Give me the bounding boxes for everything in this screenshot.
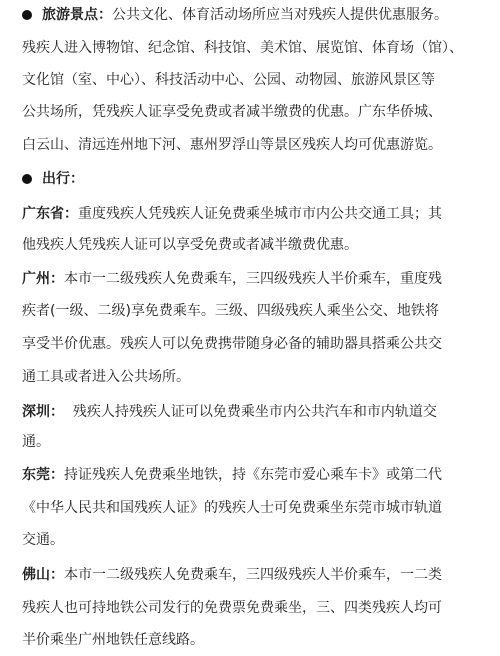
dongguan-text: 持证残疾人免费乘坐地铁，持《东莞市爱心乘车卡》或第二代 xyxy=(64,467,442,483)
guangdong-line-1 xyxy=(22,203,490,225)
guangdong-label: 广东省： xyxy=(22,206,78,222)
tourism-line-4: 公共场所，凭残疾人证享受免费或者减半缴费的优惠。广东华侨城、 xyxy=(22,104,442,120)
dongguan-line-1 xyxy=(22,464,490,486)
dongguan-line-3: 交通。 xyxy=(22,532,64,548)
travel-heading-line xyxy=(22,168,490,190)
foshan-text: 本市一二级残疾人免费乘车，三四级残疾人半价乘车，一二类 xyxy=(64,567,442,583)
guangdong-text: 重度残疾人凭残疾人证免费乘坐城市市内公共交通工具；其 xyxy=(78,206,442,222)
bullet-icon xyxy=(22,174,32,184)
foshan-label: 佛山： xyxy=(22,567,64,583)
tourism-line-1 xyxy=(22,4,490,26)
shenzhen-label: 深圳： xyxy=(22,404,64,420)
tourism-line-2: 残疾人进入博物馆、纪念馆、科技馆、美术馆、展览馆、体育场（馆）、 xyxy=(22,40,463,56)
dongguan-label: 东莞： xyxy=(22,467,64,483)
bullet-icon xyxy=(22,10,32,20)
tourism-line-3: 文化馆（室、中心）、科技活动中心、公园、动物园、旅游风景区等 xyxy=(22,72,435,88)
shenzhen-text: 残疾人持残疾人证可以免费乘坐市内公共汽车和市内轨道交 xyxy=(64,404,437,420)
guangzhou-label: 广州： xyxy=(22,271,64,287)
guangzhou-line-3: 享受半价优惠。残疾人可以免费携带随身必备的辅助器具搭乘公共交 xyxy=(22,336,442,352)
tourism-text: 公共文化、体育活动场所应当对残疾人提供优惠服务。 xyxy=(112,7,448,23)
guangzhou-line-2: 疾者(一级、二级)享免费乘车。三级、四级残疾人乘坐公交、地铁将 xyxy=(22,303,439,319)
guangzhou-text: 本市一二级残疾人免费乘车，三四级残疾人半价乘车，重度残 xyxy=(64,271,442,287)
foshan-line-3: 半价乘坐广州地铁任意线路。 xyxy=(22,632,204,648)
dongguan-line-2: 《中华人民共和国残疾人证》的残疾人士可免费乘坐东莞市城市轨道 xyxy=(22,500,442,516)
guangzhou-line-4: 通工具或者进入公共场所。 xyxy=(22,369,190,385)
travel-heading: 出行： xyxy=(42,171,84,187)
foshan-line-2: 残疾人也可持地铁公司发行的免费票免费乘坐，三、四类残疾人均可 xyxy=(22,600,442,616)
foshan-line-1 xyxy=(22,564,490,586)
tourism-line-5: 白云山、清远连州地下河、惠州罗浮山等景区残疾人均可优惠游览。 xyxy=(22,137,442,153)
guangzhou-line-1 xyxy=(22,268,490,290)
shenzhen-line-2: 通。 xyxy=(22,434,50,450)
shenzhen-line-1 xyxy=(22,401,490,423)
tourism-heading: 旅游景点： xyxy=(42,7,112,23)
guangdong-line-2: 他残疾人凭残疾人证可以享受免费或者减半缴费优惠。 xyxy=(22,237,358,253)
